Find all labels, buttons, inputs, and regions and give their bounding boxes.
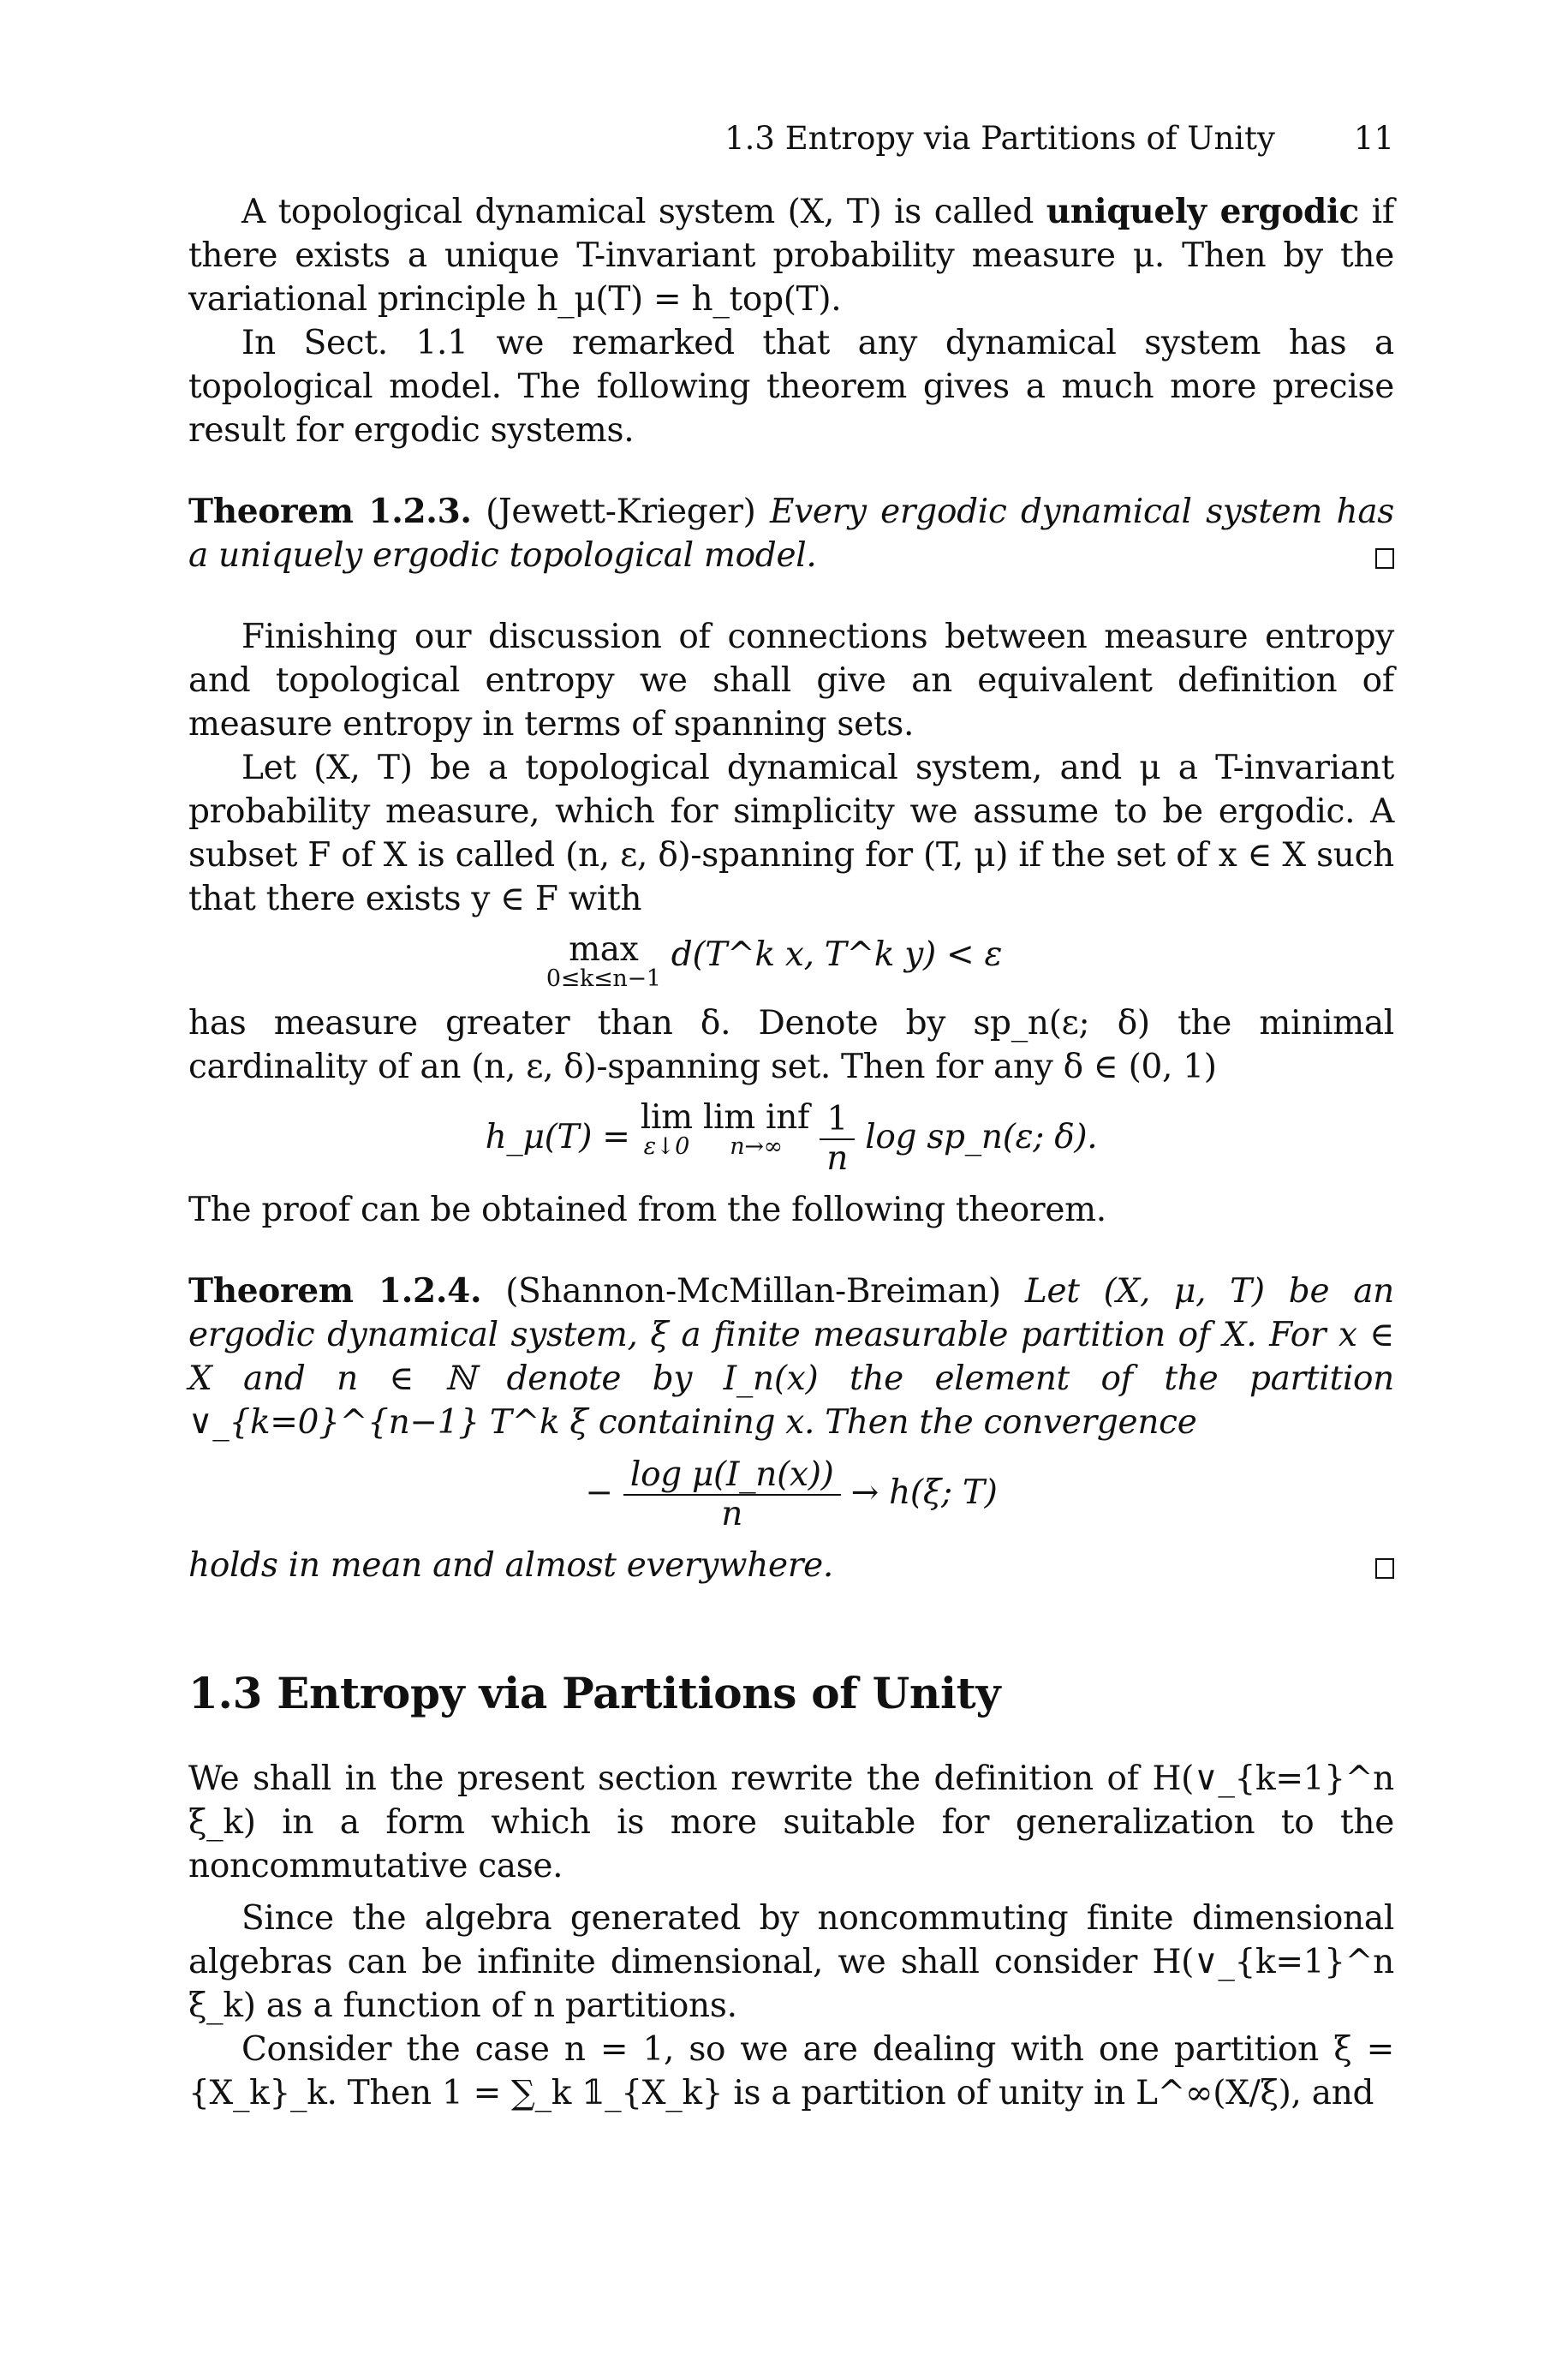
theorem-1-2-4-heading: Theorem 1.2.4. (188, 1271, 482, 1311)
paragraph-proof-note: The proof can be obtained from the following theorem. (188, 1191, 1106, 1229)
paragraph-section-intro: We shall in the present section rewrite the definition of H(∨_{k=1}^n ξ_k) in a form which is more suitable for generalization to the noncommutative case. (188, 1760, 1394, 1885)
eq2-lim (640, 1098, 693, 1160)
eq2-under2: n→∞ (730, 1133, 783, 1160)
eq1-body: d(T^k x, T^k y) < ε (660, 935, 1003, 974)
paragraph-spanning-sets-intro: Finishing our discussion of connections between measure entropy and topological entropy we shall give an equivalent definition of measure entropy in terms of spanning sets. (188, 618, 1394, 744)
paragraph-partition-of-unity: Consider the case n = 1, so we are dealing with one partition ξ = {X_k}_k. Then 1 = ∑_k 𝟙_{X_k} is a partition of unity in L^∞(X/ξ), and (188, 2030, 1394, 2112)
eq2-rhs: log sp_n(ε; δ). (855, 1118, 1098, 1156)
theorem-1-2-3-attribution: (Jewett-Krieger) (471, 493, 770, 531)
eq1-under: 0≤k≤n−1 (546, 965, 661, 992)
eq2-liminf (702, 1098, 810, 1160)
theorem-1-2-3-statement: Every ergodic dynamical system has a uniquely ergodic topological model. (188, 493, 1394, 575)
term-uniquely-ergodic: uniquely ergodic (1046, 192, 1359, 231)
eq2-den: n (826, 1139, 849, 1178)
theorem-1-2-4-tail: holds in mean and almost everywhere. (188, 1546, 834, 1585)
theorem-1-2-4-statement: Let (X, μ, T) be an ergodic dynamical system, ξ a finite measurable partition of X. For x ∈ X and n ∈ ℕ denote by I_n(x) the element of the partition ∨_{k=0}^{n−1} T^k ξ containing x. Then the convergence (188, 1272, 1394, 1442)
eq3-rhs: → h(ξ; T) (840, 1473, 998, 1512)
eq3-den: n (721, 1495, 743, 1533)
qed-box-icon (1375, 1558, 1394, 1579)
theorem-1-2-4-conclusion (188, 1544, 1394, 1587)
eq1-max-operator (546, 930, 661, 992)
p1-text-b: if there exists a unique T-invariant probability measure μ. Then by the variational principle h_μ(T) = h_top(T). (188, 193, 1394, 319)
paragraph-noncommuting: Since the algebra generated by noncommuting finite dimensional algebras can be infinite dimensional, we shall consider H(∨_{k=1}^n ξ_k) as a function of n partitions. (188, 1899, 1394, 2025)
equation-entropy-limit (188, 1098, 1394, 1178)
running-head (0, 120, 1394, 158)
qed-box-icon (1375, 548, 1394, 569)
eq2-fraction (820, 1101, 855, 1178)
paragraph-topological-model: In Sect. 1.1 we remarked that any dynamical system has a topological model. The following theorem gives a much more precise result for ergodic systems. (188, 324, 1394, 450)
eq2-lhs: h_μ(T) = (485, 1118, 641, 1156)
paragraph-spanning-definition: Let (X, T) be a topological dynamical system, and μ a T-invariant probability measure, which for simplicity we assume to be ergodic. A subset F of X is called (n, ε, δ)-spanning for (T, μ) if the set of x ∈ X such that there exists y ∈ F with (188, 749, 1394, 918)
theorem-1-2-3-heading: Theorem 1.2.3. (188, 492, 472, 531)
eq3-num: log μ(I_n(x)) (623, 1456, 841, 1496)
theorem-1-2-3 (188, 490, 1394, 577)
theorem-1-2-4 (188, 1270, 1394, 1444)
eq1-op: max (569, 930, 639, 969)
equation-convergence (188, 1456, 1394, 1533)
theorem-1-2-4-attribution: (Shannon-McMillan-Breiman) (481, 1272, 1025, 1311)
section-heading: 1.3 Entropy via Partitions of Unity (188, 1668, 1001, 1718)
eq3-fraction (623, 1456, 841, 1533)
eq2-under1: ε↓0 (643, 1133, 689, 1160)
eq2-lim2: lim inf (702, 1098, 810, 1137)
paragraph-uniquely-ergodic (188, 190, 1394, 321)
page-body (188, 190, 1394, 2115)
eq2-lim1: lim (640, 1098, 693, 1137)
equation-max-distance (188, 930, 1394, 992)
eq3-sign: − (585, 1473, 613, 1512)
running-title: 1.3 Entropy via Partitions of Unity (724, 120, 1275, 157)
page-number: 11 (1353, 120, 1394, 157)
eq2-num: 1 (820, 1101, 855, 1140)
p1-text-a: A topological dynamical system (X, T) is called (241, 193, 1046, 231)
paragraph-measure-greater: has measure greater than δ. Denote by sp_n(ε; δ) the minimal cardinality of an (n, ε, δ)-spanning set. Then for any δ ∈ (0, 1) (188, 1004, 1394, 1086)
